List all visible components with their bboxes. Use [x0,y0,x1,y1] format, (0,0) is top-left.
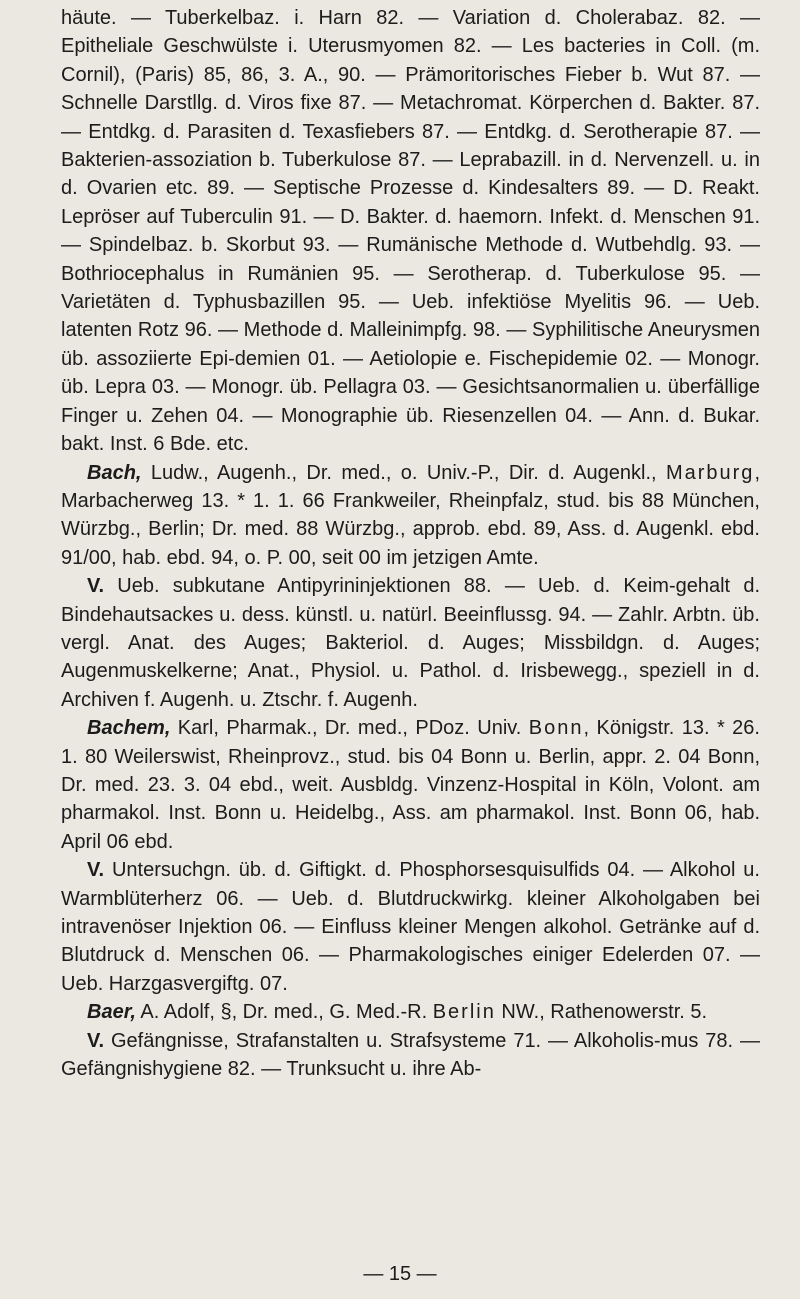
entry-bachem-v-label: V. [87,859,105,882]
entry-bachem-city: Bonn [528,717,584,740]
intro-paragraph: häute. — Tuberkelbaz. i. Harn 82. — Variation d. Cholerabaz. 82. — Epitheliale Geschwülste i. Uterusmyomen 82. — Les bacteries in Coll. (m. Cornil), (Paris) 85, 86, 3. A., 90. — Prämoritorisches Fieber b. Wut 87. — Schnelle Darstllg. d. Viros fixe 87. — Metachromat. Körperchen d. Bakter. 87. — Entdkg. d. Parasiten d. Texasfiebers 87. — Entdkg. d. Serotherapie 87. — Bakterien-assoziation b. Tuberkulose 87. — Leprabazill. in d. Nervenzell. u. in d. Ovarien etc. 89. — Septische Prozesse d. Kindesalters 89. — D. Reakt. Lepröser auf Tuberculin 91. — D. Bakter. d. haemorn. Infekt. d. Menschen 91. — Spindelbaz. b. Skorbut 93. — Rumänische Methode d. Wutbehdlg. 93. — Bothriocephalus in Rumänien 95. — Serotherap. d. Tuberkulose 95. — Varietäten d. Typhusbazillen 95. — Ueb. infektiöse Myelitis 96. — Ueb. latenten Rotz 96. — Methode d. Malleinimpfg. 98. — Syphilitische Aneurysmen üb. assoziierte Epi-demien 01. — Aetiolopie e. Fischepidemie 02. — Monogr. üb. Lepra 03. — Monogr. üb. Pellagra 03. — Gesichtsanormalien u. überfällige Finger u. Zehen 04. — Monographie üb. Riesenzellen 04. — Ann. d. Bukar. bakt. Inst. 6 Bde. etc. [61,7,760,456]
entry-baer-bio [61,998,760,1026]
entry-baer-bio-pre: A. Adolf, §, Dr. med., G. Med.-R. [135,1001,433,1024]
entry-bachem-works [61,856,760,998]
entry-baer-city: Berlin [432,1001,496,1024]
entry-bach-bio-post: , Marbacherweg 13. * 1. 1. 66 Frankweiler, Rheinpfalz, stud. bis 88 München, Würzbg., Berlin; Dr. med. 88 Würzbg., approb. ebd. 89, Ass. d. Augenkl. ebd. 91/00, hab. ebd. 94, o. P. 00, seit 00 im jetzigen Amte. [61,461,760,569]
entry-baer-bio-post: NW., Rathenowerstr. 5. [495,1001,708,1024]
entry-bach-name: Bach, [87,461,142,484]
entry-bach-bio [61,459,760,573]
page-number: — 15 — [363,1263,437,1285]
entry-bachem-bio [61,714,760,856]
entry-bach-works-text: Ueb. subkutane Antipyrininjektionen 88. — Ueb. d. Keim-gehalt d. Bindehautsackes u. dess. künstl. u. natürl. Beeinflussg. 94. — Zahlr. Arbtn. üb. vergl. Anat. des Auges; Bakteriol. d. Auges; Missbildgn. d. Auges; Augenmuskelkerne; Anat., Physiol. u. Pathol. d. Irisbewegg., speziell in d. Archiven f. Augenh. u. Ztschr. f. Augenh. [61,575,760,711]
entry-bach-works [61,572,760,714]
entry-baer-works [61,1027,760,1084]
entry-baer-v-label: V. [87,1029,105,1052]
text-column [61,4,760,1083]
entry-bach-v-label: V. [87,575,105,598]
entry-bachem-bio-pre: Karl, Pharmak., Dr. med., PDoz. Univ. [170,717,529,740]
entry-baer-works-text: Gefängnisse, Strafanstalten u. Strafsysteme 71. — Alkoholis-mus 78. — Gefängnishygiene 82. — Trunksucht u. ihre Ab- [61,1029,760,1081]
entry-bach-city: Marburg [665,461,755,484]
entry-bachem-bio-post: , Königstr. 13. * 26. 1. 80 Weilerswist, Rheinprovz., stud. bis 04 Bonn u. Berlin, appr. 2. 04 Bonn, Dr. med. 23. 3. 04 ebd., weit. Ausbldg. Vinzenz-Hospital in Köln, Volont. am pharmakol. Inst. Bonn u. Heidelbg., Ass. am pharmakol. Inst. Bonn 06, hab. April 06 ebd. [61,717,760,853]
entry-bachem-name: Bachem, [87,717,171,740]
entry-bach-bio-pre: Ludw., Augenh., Dr. med., o. Univ.-P., Dir. d. Augenkl., [141,461,666,484]
entry-baer-name: Baer, [87,1001,136,1024]
entry-bachem-works-text: Untersuchgn. üb. d. Giftigkt. d. Phosphorsesquisulfids 04. — Alkohol u. Warmblüterherz 06. — Ueb. d. Blutdruckwirkg. kleiner Alkoholgaben bei intravenöser Injektion 06. — Einfluss kleiner Mengen alkohol. Getränke auf d. Blutdruck d. Menschen 06. — Pharmakologisches einiger Edelerden 07. — Ueb. Harzgasvergiftg. 07. [61,859,760,995]
